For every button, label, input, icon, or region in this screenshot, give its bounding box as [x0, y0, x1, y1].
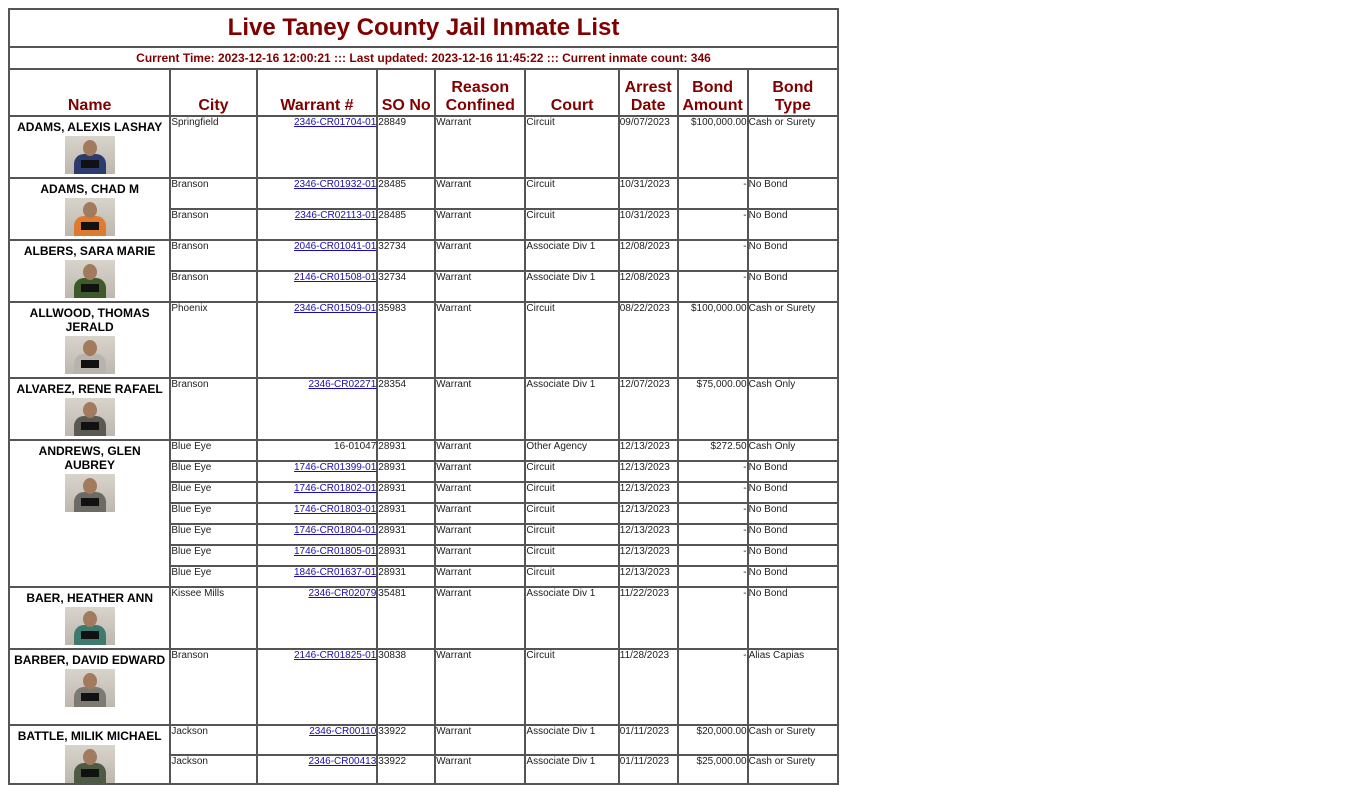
- reason-cell: Warrant: [435, 725, 525, 755]
- court-cell: Associate Div 1: [525, 725, 618, 755]
- bond-type-cell: No Bond: [748, 482, 838, 503]
- reason-cell: Warrant: [435, 378, 525, 440]
- arrest-date-cell: 12/13/2023: [619, 461, 678, 482]
- warrant-link[interactable]: 2346-CR02271: [308, 379, 377, 390]
- court-cell: Associate Div 1: [525, 755, 618, 785]
- arrest-date-cell: 10/31/2023: [619, 209, 678, 240]
- mugshot-photo[interactable]: [65, 198, 115, 236]
- city-cell: Blue Eye: [170, 461, 256, 482]
- arrest-date-cell: 12/13/2023: [619, 524, 678, 545]
- warrant-cell[interactable]: [257, 271, 378, 302]
- warrant-cell[interactable]: [257, 755, 378, 785]
- bond-amount-cell: $20,000.00: [678, 725, 748, 755]
- warrant-link[interactable]: 1746-CR01805-01: [294, 546, 377, 557]
- inmate-name-cell: [9, 302, 170, 378]
- inmate-name: BARBER, DAVID EDWARD: [14, 653, 166, 667]
- reason-cell: Warrant: [435, 271, 525, 302]
- bond-type-cell: Cash Only: [748, 378, 838, 440]
- bond-amount-cell: -: [678, 503, 748, 524]
- so-no-cell: 35983: [377, 302, 435, 378]
- warrant-cell[interactable]: [257, 545, 378, 566]
- so-no-cell: 33922: [377, 725, 435, 755]
- court-cell: Circuit: [525, 302, 618, 378]
- court-cell: Circuit: [525, 461, 618, 482]
- header-name: Name: [9, 69, 170, 116]
- warrant-link[interactable]: 2046-CR01041-01: [294, 241, 377, 252]
- arrest-date-cell: 12/08/2023: [619, 271, 678, 302]
- table-row: [9, 116, 838, 178]
- header-reason-confined: Reason Confined: [435, 69, 525, 116]
- arrest-date-cell: 12/07/2023: [619, 378, 678, 440]
- bond-amount-cell: -: [678, 545, 748, 566]
- court-cell: Circuit: [525, 649, 618, 725]
- arrest-date-cell: 12/13/2023: [619, 503, 678, 524]
- header-arrest-date: Arrest Date: [619, 69, 678, 116]
- court-cell: Other Agency: [525, 440, 618, 461]
- court-cell: Circuit: [525, 116, 618, 178]
- status-line: Current Time: 2023-12-16 12:00:21 ::: Last updated: 2023-12-16 11:45:22 ::: Current inmate count: 346: [9, 47, 838, 69]
- bond-type-cell: No Bond: [748, 503, 838, 524]
- header-bond-amount: Bond Amount: [678, 69, 748, 116]
- warrant-cell[interactable]: [257, 209, 378, 240]
- city-cell: Kissee Mills: [170, 587, 256, 649]
- reason-cell: Warrant: [435, 440, 525, 461]
- reason-cell: Warrant: [435, 503, 525, 524]
- warrant-cell[interactable]: [257, 725, 378, 755]
- bond-amount-cell: $75,000.00: [678, 378, 748, 440]
- so-no-cell: 33922: [377, 755, 435, 785]
- bond-amount-cell: $100,000.00: [678, 302, 748, 378]
- reason-cell: Warrant: [435, 209, 525, 240]
- warrant-link[interactable]: 2346-CR02079: [308, 588, 377, 599]
- inmate-name: ADAMS, CHAD M: [40, 182, 139, 196]
- bond-type-cell: No Bond: [748, 178, 838, 209]
- court-cell: Circuit: [525, 503, 618, 524]
- court-cell: Associate Div 1: [525, 378, 618, 440]
- bond-type-cell: Cash or Surety: [748, 302, 838, 378]
- warrant-link[interactable]: 1846-CR01637-01: [294, 567, 377, 578]
- arrest-date-cell: 09/07/2023: [619, 116, 678, 178]
- bond-type-cell: Cash Only: [748, 440, 838, 461]
- court-cell: Circuit: [525, 209, 618, 240]
- warrant-link[interactable]: 1746-CR01803-01: [294, 504, 377, 515]
- inmate-name: BATTLE, MILIK MICHAEL: [17, 729, 162, 743]
- bond-amount-cell: -: [678, 209, 748, 240]
- bond-type-cell: No Bond: [748, 587, 838, 649]
- so-no-cell: 28931: [377, 482, 435, 503]
- court-cell: Circuit: [525, 482, 618, 503]
- warrant-cell[interactable]: [257, 116, 378, 178]
- so-no-cell: 28931: [377, 440, 435, 461]
- warrant-link[interactable]: 1746-CR01804-01: [294, 525, 377, 536]
- reason-cell: Warrant: [435, 587, 525, 649]
- bond-amount-cell: -: [678, 271, 748, 302]
- warrant-link[interactable]: 2346-CR01509-01: [294, 303, 377, 314]
- warrant-cell[interactable]: [257, 240, 378, 271]
- arrest-date-cell: 12/13/2023: [619, 482, 678, 503]
- mugshot-photo[interactable]: [65, 669, 115, 707]
- court-cell: Associate Div 1: [525, 240, 618, 271]
- inmate-name: ALLWOOD, THOMAS JERALD: [29, 306, 150, 334]
- table-row: [9, 587, 838, 649]
- court-cell: Circuit: [525, 524, 618, 545]
- inmate-name-cell: [9, 440, 170, 587]
- table-row: [9, 649, 838, 725]
- bond-amount-cell: -: [678, 482, 748, 503]
- mugshot-photo[interactable]: [65, 745, 115, 783]
- table-row: [9, 240, 838, 271]
- bond-type-cell: No Bond: [748, 240, 838, 271]
- bond-amount-cell: -: [678, 524, 748, 545]
- so-no-cell: 30838: [377, 649, 435, 725]
- header-so-no: SO No: [377, 69, 435, 116]
- reason-cell: Warrant: [435, 755, 525, 785]
- bond-amount-cell: -: [678, 240, 748, 271]
- bond-type-cell: No Bond: [748, 566, 838, 587]
- inmate-name: ADAMS, ALEXIS LASHAY: [17, 120, 163, 134]
- header-bond-type: Bond Type: [748, 69, 838, 116]
- arrest-date-cell: 08/22/2023: [619, 302, 678, 378]
- warrant-cell[interactable]: [257, 524, 378, 545]
- reason-cell: Warrant: [435, 116, 525, 178]
- header-court: Court: [525, 69, 618, 116]
- inmate-name: ANDREWS, GLEN AUBREY: [38, 444, 141, 472]
- city-cell: Branson: [170, 271, 256, 302]
- inmate-name-cell: [9, 587, 170, 649]
- so-no-cell: 28485: [377, 209, 435, 240]
- so-no-cell: 28931: [377, 461, 435, 482]
- so-no-cell: 32734: [377, 240, 435, 271]
- arrest-date-cell: 12/13/2023: [619, 566, 678, 587]
- mugshot-photo[interactable]: [65, 336, 115, 374]
- inmate-name-cell: [9, 378, 170, 440]
- city-cell: Jackson: [170, 725, 256, 755]
- arrest-date-cell: 11/22/2023: [619, 587, 678, 649]
- reason-cell: Warrant: [435, 461, 525, 482]
- mugshot-photo[interactable]: [65, 260, 115, 298]
- reason-cell: Warrant: [435, 649, 525, 725]
- warrant-cell: 16-01047: [257, 440, 378, 461]
- bond-type-cell: No Bond: [748, 461, 838, 482]
- inmate-name-cell: [9, 725, 170, 784]
- bond-type-cell: Alias Capias: [748, 649, 838, 725]
- so-no-cell: 28931: [377, 524, 435, 545]
- city-cell: Blue Eye: [170, 524, 256, 545]
- so-no-cell: 28931: [377, 545, 435, 566]
- bond-amount-cell: -: [678, 461, 748, 482]
- so-no-cell: 28354: [377, 378, 435, 440]
- warrant-cell[interactable]: [257, 461, 378, 482]
- reason-cell: Warrant: [435, 482, 525, 503]
- warrant-link[interactable]: 2346-CR02113-01: [294, 210, 377, 221]
- bond-type-cell: Cash or Surety: [748, 755, 838, 785]
- reason-cell: Warrant: [435, 178, 525, 209]
- warrant-link[interactable]: 2346-CR01704-01: [294, 117, 377, 128]
- mugshot-photo[interactable]: [65, 136, 115, 174]
- mugshot-photo[interactable]: [65, 607, 115, 645]
- reason-cell: Warrant: [435, 240, 525, 271]
- reason-cell: Warrant: [435, 566, 525, 587]
- city-cell: Branson: [170, 649, 256, 725]
- court-cell: Circuit: [525, 566, 618, 587]
- warrant-link[interactable]: 2346-CR00110: [309, 726, 377, 737]
- warrant-cell[interactable]: [257, 649, 378, 725]
- bond-type-cell: No Bond: [748, 209, 838, 240]
- city-cell: Phoenix: [170, 302, 256, 378]
- city-cell: Blue Eye: [170, 503, 256, 524]
- reason-cell: Warrant: [435, 302, 525, 378]
- city-cell: Branson: [170, 178, 256, 209]
- bond-type-cell: Cash or Surety: [748, 116, 838, 178]
- bond-type-cell: No Bond: [748, 545, 838, 566]
- bond-amount-cell: -: [678, 587, 748, 649]
- mugshot-photo[interactable]: [65, 474, 115, 512]
- city-cell: Blue Eye: [170, 545, 256, 566]
- warrant-link[interactable]: 2146-CR01508-01: [294, 272, 377, 283]
- bond-type-cell: Cash or Surety: [748, 725, 838, 755]
- so-no-cell: 28485: [377, 178, 435, 209]
- page-title: Live Taney County Jail Inmate List: [9, 9, 838, 47]
- column-header-row: [9, 69, 838, 116]
- warrant-link[interactable]: 1746-CR01399-01: [294, 462, 377, 473]
- inmate-name-cell: [9, 240, 170, 302]
- warrant-link[interactable]: 2146-CR01825-01: [294, 650, 377, 661]
- city-cell: Branson: [170, 209, 256, 240]
- so-no-cell: 28931: [377, 566, 435, 587]
- so-no-cell: 35481: [377, 587, 435, 649]
- mugshot-photo[interactable]: [65, 398, 115, 436]
- bond-amount-cell: $100,000.00: [678, 116, 748, 178]
- court-cell: Circuit: [525, 178, 618, 209]
- bond-amount-cell: -: [678, 566, 748, 587]
- bond-type-cell: No Bond: [748, 271, 838, 302]
- city-cell: Jackson: [170, 755, 256, 785]
- inmate-name: ALBERS, SARA MARIE: [23, 244, 156, 258]
- so-no-cell: 28849: [377, 116, 435, 178]
- court-cell: Associate Div 1: [525, 271, 618, 302]
- table-row: [9, 440, 838, 461]
- arrest-date-cell: 12/13/2023: [619, 440, 678, 461]
- inmate-name: BAER, HEATHER ANN: [26, 591, 153, 605]
- reason-cell: Warrant: [435, 524, 525, 545]
- header-city: City: [170, 69, 256, 116]
- warrant-cell[interactable]: [257, 503, 378, 524]
- inmate-name-cell: [9, 649, 170, 725]
- city-cell: Branson: [170, 240, 256, 271]
- arrest-date-cell: 01/11/2023: [619, 755, 678, 785]
- arrest-date-cell: 01/11/2023: [619, 725, 678, 755]
- reason-cell: Warrant: [435, 545, 525, 566]
- city-cell: Springfield: [170, 116, 256, 178]
- warrant-link[interactable]: 1746-CR01802-01: [294, 483, 377, 494]
- bond-amount-cell: $272.50: [678, 440, 748, 461]
- warrant-cell[interactable]: [257, 178, 378, 209]
- warrant-cell[interactable]: [257, 587, 378, 649]
- warrant-cell[interactable]: [257, 566, 378, 587]
- arrest-date-cell: 12/08/2023: [619, 240, 678, 271]
- table-row: [9, 378, 838, 440]
- bond-type-cell: No Bond: [748, 524, 838, 545]
- bond-amount-cell: -: [678, 649, 748, 725]
- warrant-link[interactable]: 2346-CR00413: [308, 755, 377, 767]
- bond-amount-cell: $25,000.00: [678, 755, 748, 785]
- header-warrant: Warrant #: [257, 69, 378, 116]
- so-no-cell: 28931: [377, 503, 435, 524]
- arrest-date-cell: 11/28/2023: [619, 649, 678, 725]
- court-cell: Circuit: [525, 545, 618, 566]
- bond-amount-cell: -: [678, 178, 748, 209]
- arrest-date-cell: 12/13/2023: [619, 545, 678, 566]
- court-cell: Associate Div 1: [525, 587, 618, 649]
- city-cell: Blue Eye: [170, 440, 256, 461]
- city-cell: Blue Eye: [170, 566, 256, 587]
- city-cell: Blue Eye: [170, 482, 256, 503]
- inmate-name-cell: [9, 116, 170, 178]
- table-row: [9, 178, 838, 209]
- arrest-date-cell: 10/31/2023: [619, 178, 678, 209]
- table-row: [9, 725, 838, 755]
- city-cell: Branson: [170, 378, 256, 440]
- inmate-name: ALVAREZ, RENE RAFAEL: [16, 382, 163, 396]
- table-row: [9, 302, 838, 378]
- so-no-cell: 32734: [377, 271, 435, 302]
- warrant-cell[interactable]: [257, 302, 378, 378]
- warrant-link[interactable]: 2346-CR01932-01: [294, 179, 377, 190]
- inmate-table: [8, 8, 839, 785]
- warrant-cell[interactable]: [257, 482, 378, 503]
- warrant-cell[interactable]: [257, 378, 378, 440]
- inmate-name-cell: [9, 178, 170, 240]
